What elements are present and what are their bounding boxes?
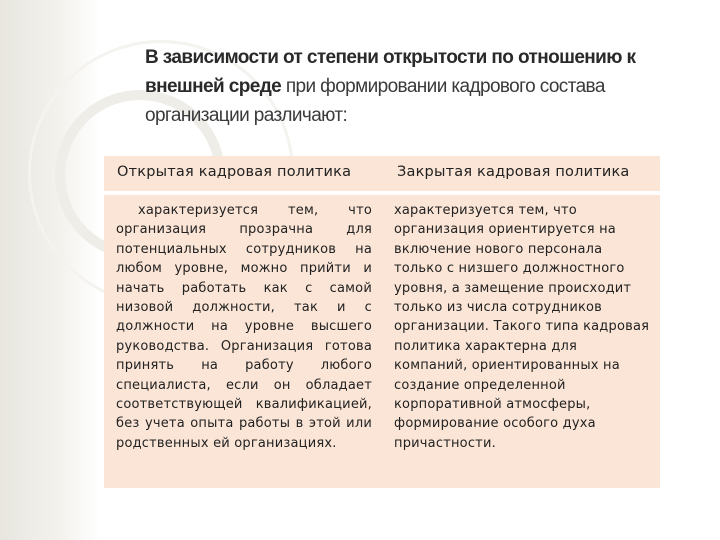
cell-closed-policy-description: характеризуется тем, что организация ориентируется на включение нового персонала только с низшего должностного уровня, а замещение происходит только из числа сотрудников организации. Такого типа кадровая политика характерна для компаний, ориентированных на создание определенной корпоративной атмосферы, формирование особого духа причастности. <box>394 203 650 451</box>
title-bold-part: В зависимости от степени открытости по отношению к внешней среде <box>145 47 636 97</box>
table-header-row <box>104 156 660 195</box>
title-normal-part: при формировании кадрового состава организации различают: <box>145 76 605 126</box>
header-open-policy: Открытая кадровая политика <box>117 164 352 180</box>
table-body-row <box>104 195 660 488</box>
header-closed-policy: Закрытая кадровая политика <box>397 164 630 180</box>
slide-title <box>145 43 700 130</box>
policy-table <box>104 156 660 488</box>
cell-open-policy-description: характеризуется тем, что организация прозрачна для потенциальных сотрудников на любом уровне, можно прийти и начать работать как с самой низовой должности, так и с должности на уровне высшего руководства. Организация готова принять на работу любого специалиста, если он обладает соответствующей квалификацией, без учета опыта работы в этой или родственных ей организациях. <box>116 203 372 451</box>
